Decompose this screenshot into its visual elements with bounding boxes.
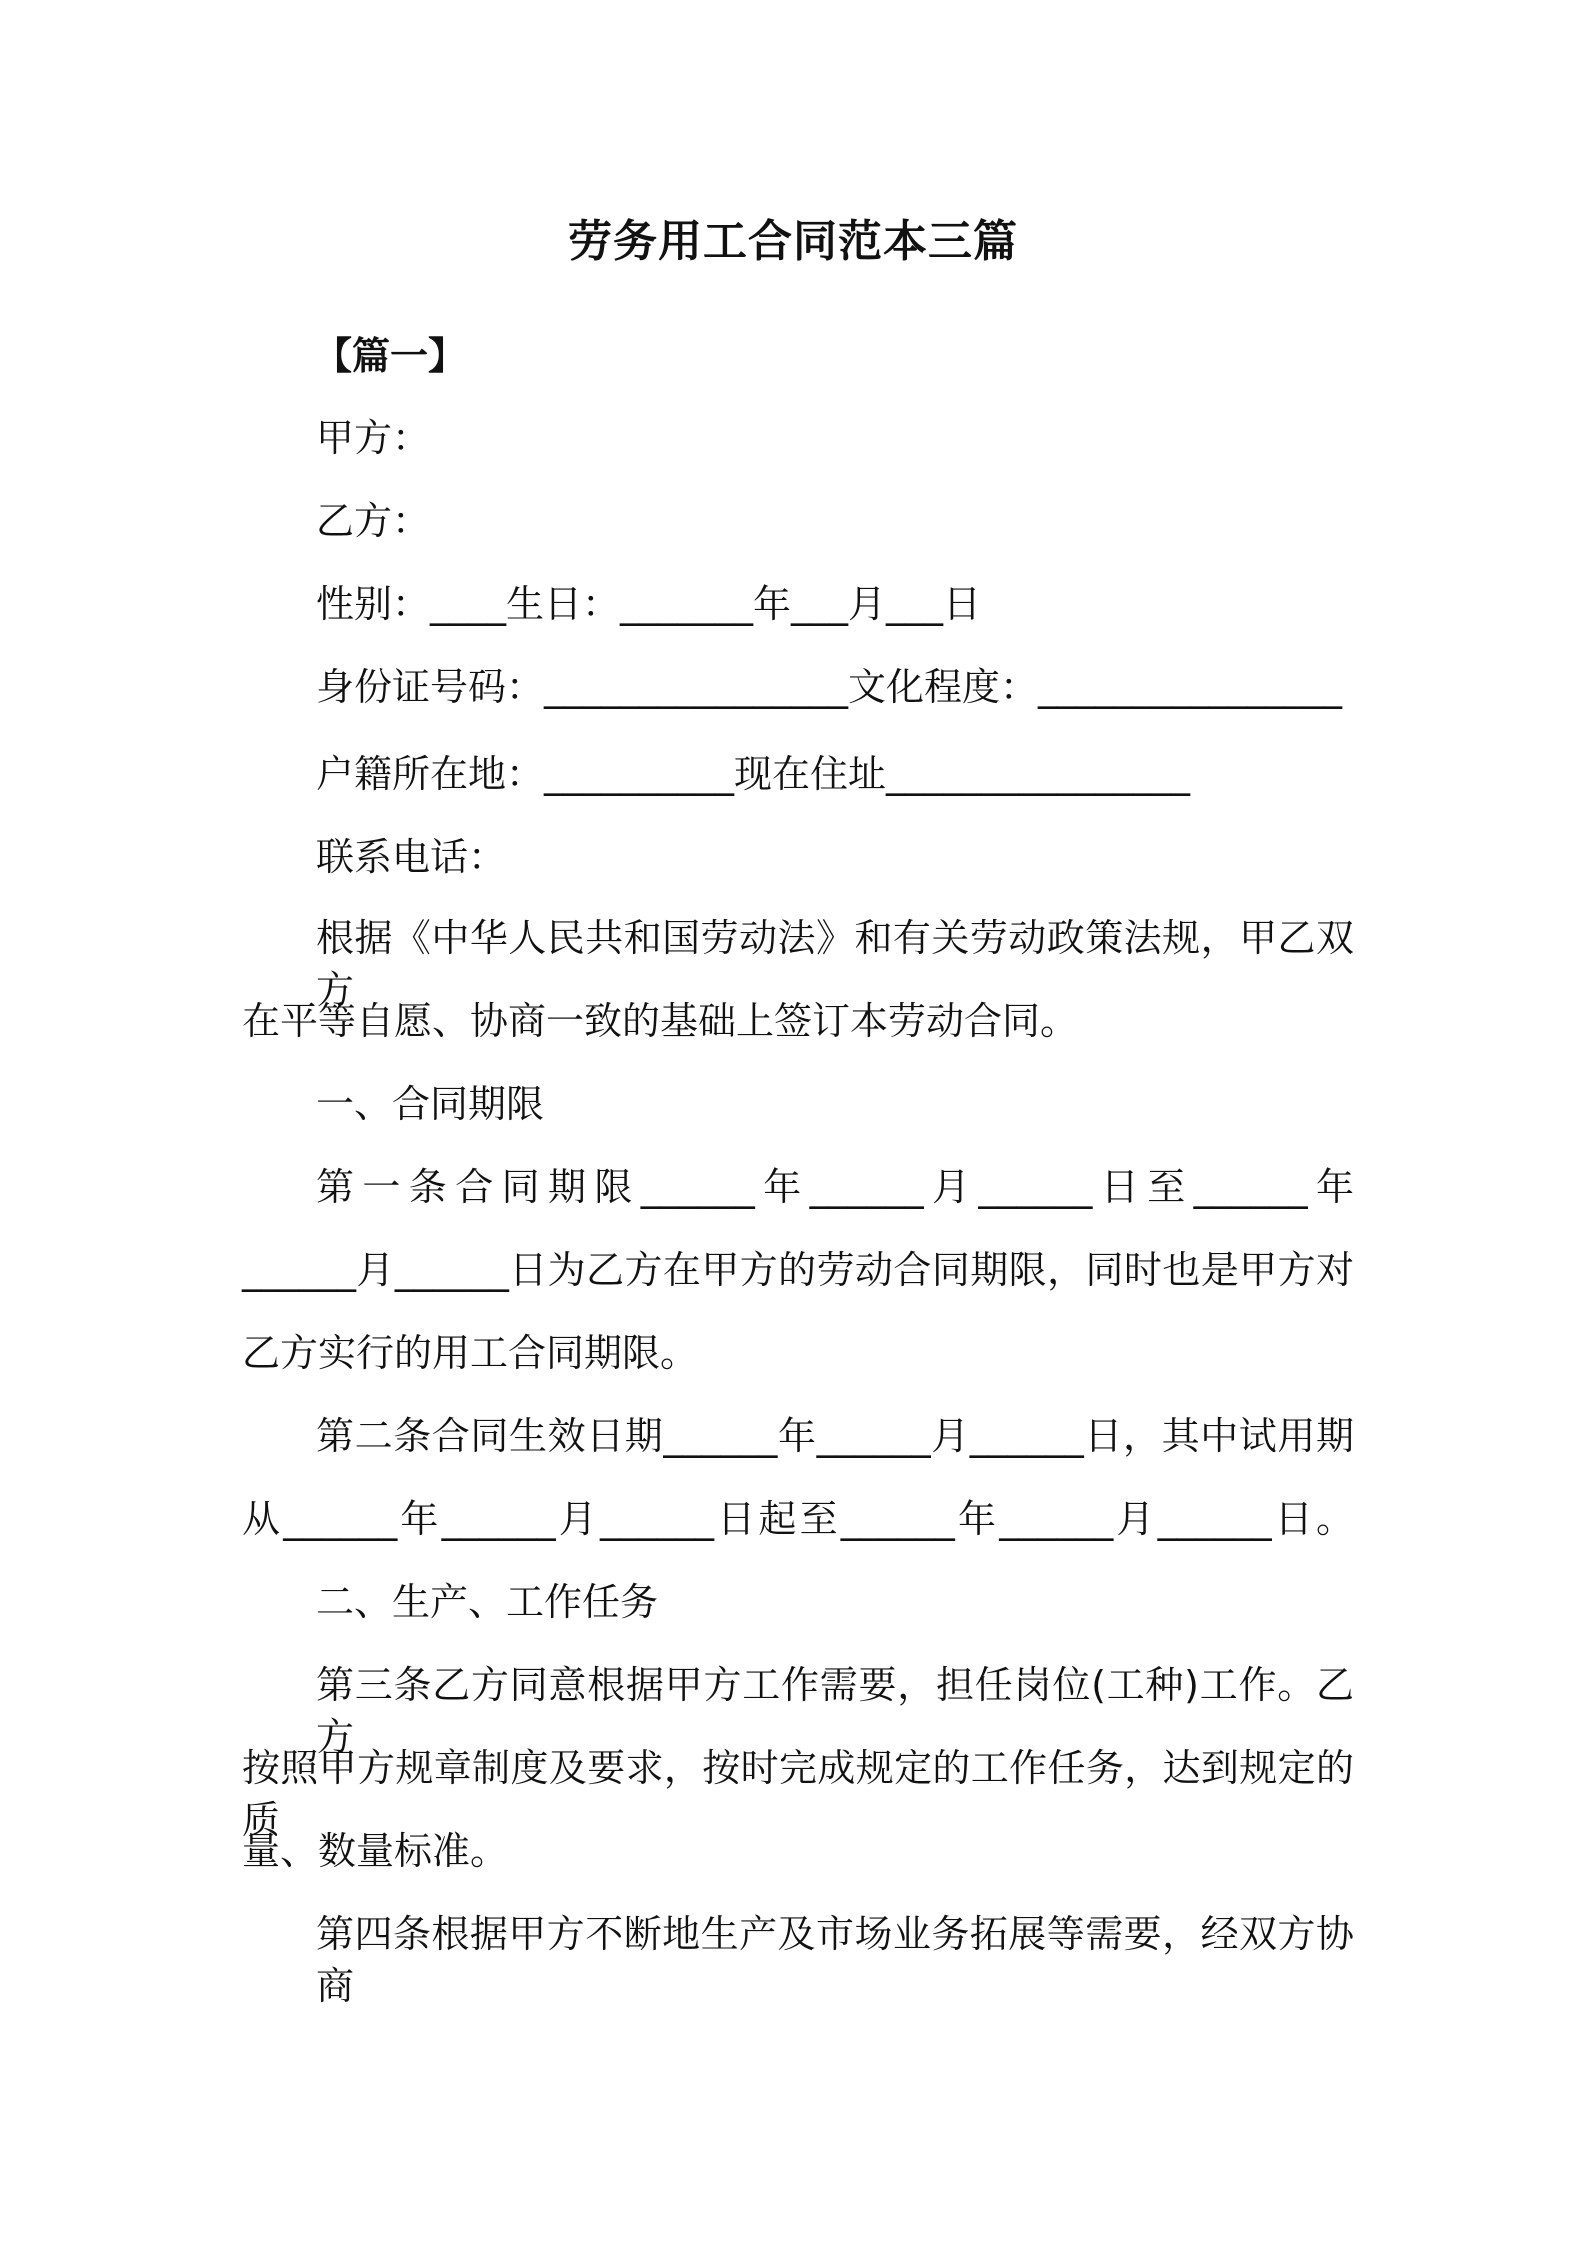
article-3-line-2: 按照甲方规章制度及要求，按时完成规定的工作任务，达到规定的质 — [242, 1746, 1354, 1842]
article-1-line-2: ______月______日为乙方在甲方的劳动合同期限，同时也是甲方对 — [242, 1248, 1354, 1292]
article-4-line-1: 第四条根据甲方不断地生产及市场业务拓展等需要，经双方协商 — [316, 1912, 1354, 2008]
id-education-line: 身份证号码：________________文化程度：________________ — [316, 665, 1343, 709]
document-title: 劳务用工合同范本三篇 — [568, 216, 1018, 267]
article-3-line-1: 第三条乙方同意根据甲方工作需要，担任岗位(工种)工作。乙方 — [316, 1663, 1354, 1759]
phone-line: 联系电话： — [316, 835, 507, 879]
intro-line-2: 在平等自愿、协商一致的基础上签订本劳动合同。 — [242, 999, 1079, 1043]
gender-birth-line: 性别：____生日：_______年___月___日 — [316, 582, 982, 626]
article-3-line-3: 量、数量标准。 — [242, 1829, 509, 1873]
intro-line-1: 根据《中华人民共和国劳动法》和有关劳动政策法规，甲乙双方 — [316, 916, 1354, 1012]
article-1-line-1: 第一条合同期限______年______月______日至______年 — [316, 1165, 1354, 1209]
residence-address-line: 户籍所在地：__________现在住址________________ — [316, 752, 1191, 796]
section-label: 【篇一】 — [314, 334, 467, 378]
article-2-line-1: 第二条合同生效日期______年______月______日，其中试用期 — [316, 1414, 1354, 1458]
article-1-line-3: 乙方实行的用工合同期限。 — [242, 1331, 699, 1375]
article-2-line-2: 从______年______月______日起至______年______月______日。 — [242, 1497, 1354, 1541]
section-heading-1: 一、合同期限 — [316, 1082, 545, 1126]
party-a-line: 甲方： — [316, 416, 431, 460]
section-heading-2: 二、生产、工作任务 — [316, 1580, 659, 1624]
party-b-line: 乙方： — [316, 499, 431, 543]
